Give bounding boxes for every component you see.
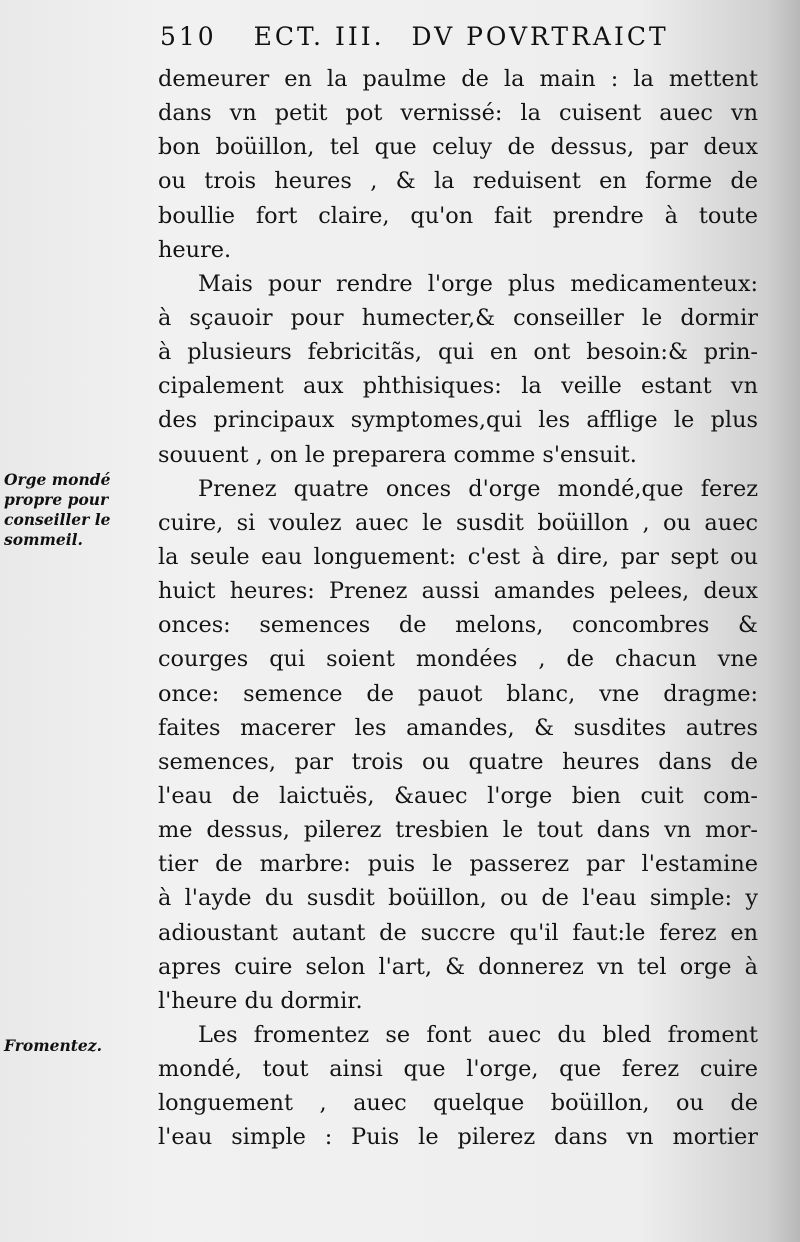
section-label: ECT. III. xyxy=(253,22,385,51)
text-line: l'eau simple : Puis le pilerez dans vn mortier xyxy=(158,1124,758,1151)
text-line: mondé, tout ainsi que l'orge, que ferez cuire xyxy=(158,1056,758,1083)
margin-note-line: sommeil. xyxy=(4,530,83,549)
text-line: à sçauoir pour humecter,& conseiller le dormir xyxy=(158,304,758,331)
text-line: faites macerer les amandes, & susdites autres xyxy=(158,714,758,741)
text-line: l'heure du dormir. xyxy=(158,987,363,1014)
text-line: apres cuire selon l'art, & donnerez vn tel orge à xyxy=(158,953,758,980)
margin-note-line: conseiller le xyxy=(4,510,111,529)
text-line: boullie fort claire, qu'on fait prendre à toute xyxy=(158,202,758,229)
margin-note-line: propre pour xyxy=(4,490,109,509)
body-text xyxy=(158,62,758,1155)
text-line: courges qui soient mondées , de chacun vne xyxy=(158,646,758,673)
running-title: DV POVRTRAICT xyxy=(411,22,669,51)
text-line: me dessus, pilerez tresbien le tout dans vn mor- xyxy=(158,817,758,844)
text-line: ou trois heures , & la reduisent en forme de xyxy=(158,168,758,195)
text-line: adioustant autant de succre qu'il faut:le ferez en xyxy=(158,919,758,946)
text-line: à plusieurs febricitãs, qui en ont besoin:& prin- xyxy=(158,339,758,366)
text-line: à l'ayde du susdit boüillon, ou de l'eau simple: y xyxy=(158,885,758,912)
text-line: tier de marbre: puis le passerez par l'estamine xyxy=(158,851,758,878)
margin-note-line: Orge mondé xyxy=(4,470,111,489)
text-line: bon boüillon, tel que celuy de dessus, par deux xyxy=(158,134,758,161)
text-line: la seule eau longuement: c'est à dire, par sept ou xyxy=(158,543,758,570)
text-line: cipalement aux phthisiques: la veille estant vn xyxy=(158,373,758,400)
text-line: huict heures: Prenez aussi amandes pelees, deux xyxy=(158,578,758,605)
text-line: l'eau de laictuës, &auec l'orge bien cuit com- xyxy=(158,782,758,809)
text-line: Les fromentez se font auec du bled froment xyxy=(198,1021,758,1048)
margin-note-line: Fromentez. xyxy=(4,1036,102,1055)
text-line: cuire, si voulez auec le susdit boüillon , ou auec xyxy=(158,509,758,536)
text-line: onces: semences de melons, concombres & xyxy=(158,612,758,639)
text-line: des principaux symptomes,qui les afflige le plus xyxy=(158,407,758,434)
text-line: demeurer en la paulme de la main : la mettent xyxy=(158,66,758,92)
text-line: once: semence de pauot blanc, vne dragme: xyxy=(158,680,758,707)
text-line: Prenez quatre onces d'orge mondé,que ferez xyxy=(198,475,758,502)
margin-note-fromentez xyxy=(4,1036,154,1056)
text-line: semences, par trois ou quatre heures dans de xyxy=(158,748,758,775)
text-line: longuement , auec quelque boüillon, ou de xyxy=(158,1090,758,1117)
page-number: 510 xyxy=(160,22,217,51)
text-line: heure. xyxy=(158,236,232,263)
text-line: Mais pour rendre l'orge plus medicamenteux: xyxy=(198,270,758,297)
text-line: souuent , on le preparera comme s'ensuit. xyxy=(158,441,637,468)
margin-note-orge-monde xyxy=(4,470,154,550)
running-head xyxy=(160,22,760,51)
text-line: dans vn petit pot vernissé: la cuisent auec vn xyxy=(158,100,758,127)
